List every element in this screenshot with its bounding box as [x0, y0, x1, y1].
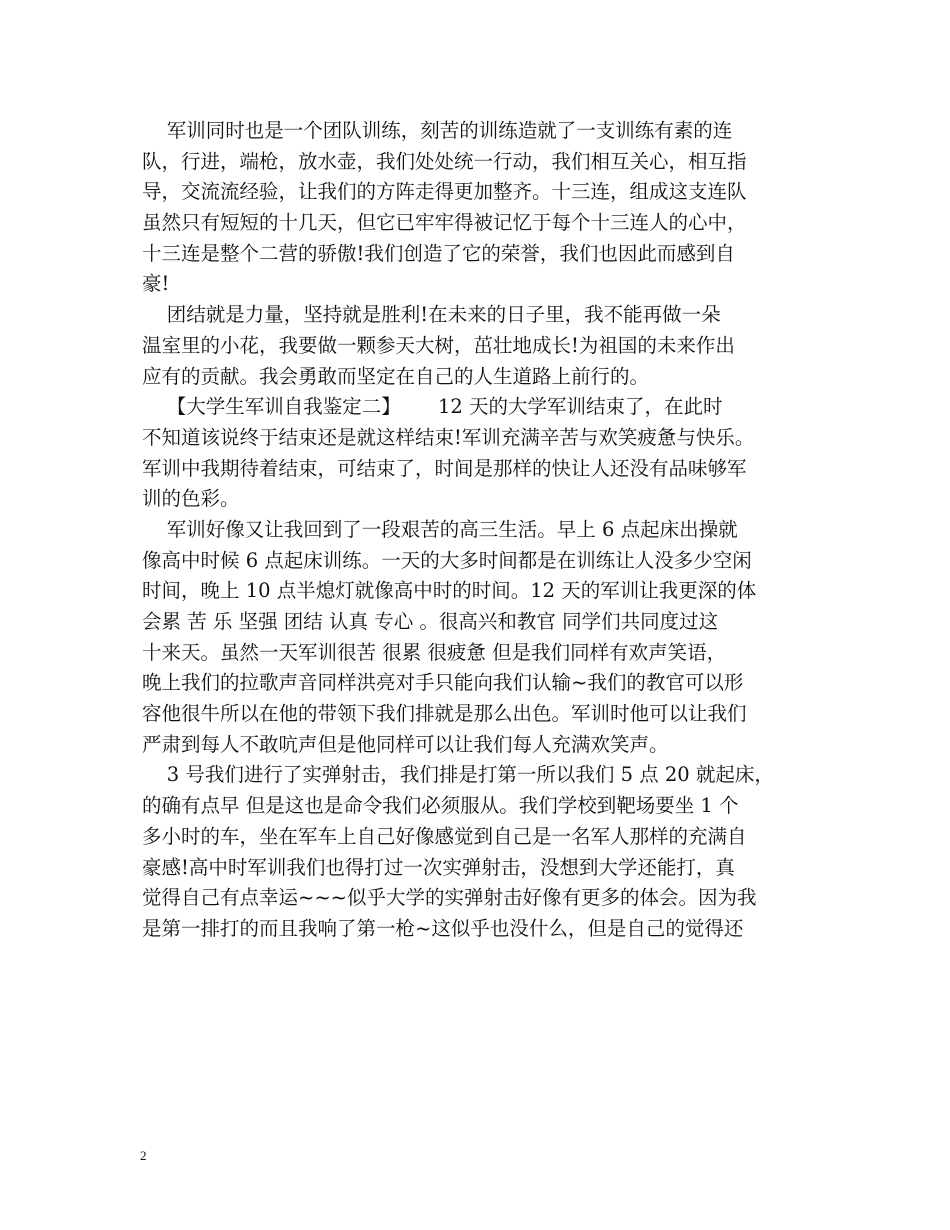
body-text	[142, 116, 822, 945]
text-line: 虽然只有短短的十几天，但它已牢牢得被记忆于每个十三连人的心中，	[142, 211, 747, 235]
text-line: 队，行进，端枪，放水壶，我们处处统一行动，我们相互关心，相互指	[142, 149, 747, 173]
text-line: 是第一排打的而且我响了第一枪~这似乎也没什么，但是自己的觉得还	[142, 916, 744, 940]
text-line: 团结就是力量，坚持就是胜利!在未来的日子里，我不能再做一朵	[142, 303, 721, 327]
text-line: 军训好像又让我回到了一段艰苦的高三生活。早上 6 点起床出操就	[142, 517, 738, 541]
text-line: 十来天。虽然一天军训很苦 很累 很疲惫 但是我们同样有欢声笑语，	[142, 640, 727, 664]
text-line: 导，交流流经验，让我们的方阵走得更加整齐。十三连，组成这支连队	[142, 180, 747, 204]
text-line: 应有的贡献。我会勇敢而坚定在自己的人生道路上前行的。	[142, 364, 650, 388]
text-line: 多小时的车，坐在军车上自己好像感觉到自己是一名军人那样的充满自	[142, 824, 747, 848]
text-line: 像高中时候 6 点起床训练。一天的大多时间都是在训练让人没多少空闲	[142, 548, 752, 572]
text-line: 不知道该说终于结束还是就这样结束!军训充满辛苦与欢笑疲惫与快乐。	[142, 425, 755, 449]
text-line: 的确有点早 但是这也是命令我们必须服从。我们学校到靶场要坐 1 个	[142, 794, 739, 818]
text-line: 训的色彩。	[142, 487, 240, 511]
page-number: 2	[140, 1148, 147, 1163]
text-line: 晚上我们的拉歌声音同样洪亮对手只能向我们认输~我们的教官可以形	[142, 671, 744, 695]
text-line: 豪感!高中时军训我们也得打过一次实弹射击，没想到大学还能打，真	[142, 855, 735, 879]
text-line: 觉得自己有点幸运~~~似乎大学的实弹射击好像有更多的体会。因为我	[142, 886, 757, 910]
text-line: 豪!	[142, 272, 170, 296]
text-line: 会累 苦 乐 坚强 团结 认真 专心 。很高兴和教官 同学们共同度过这	[142, 610, 719, 633]
text-line: 军训中我期待着结束，可结束了，时间是那样的快让人还没有品味够军	[142, 456, 747, 480]
section-heading-line: 【大学生军训自我鉴定二】 12 天的大学军训结束了，在此时	[142, 395, 723, 419]
text-line: 十三连是整个二营的骄傲!我们创造了它的荣誉，我们也因此而感到自	[142, 241, 735, 265]
text-line: 军训同时也是一个团队训练，刻苦的训练造就了一支训练有素的连	[142, 119, 733, 142]
text-line: 容他很牛所以在他的带领下我们排就是那么出色。军训时他可以让我们	[142, 702, 747, 726]
text-line: 时间，晚上 10 点半熄灯就像高中时的时间。12 天的军训让我更深的体	[142, 579, 757, 603]
text-line: 严肃到每人不敢吭声但是他同样可以让我们每人充满欢笑声。	[142, 732, 669, 756]
text-line: 温室里的小花，我要做一颗参天大树，茁壮地成长!为祖国的未来作出	[142, 333, 735, 357]
text-line: 3 号我们进行了实弹射击，我们排是打第一所以我们 5 点 20 就起床，	[142, 763, 774, 787]
